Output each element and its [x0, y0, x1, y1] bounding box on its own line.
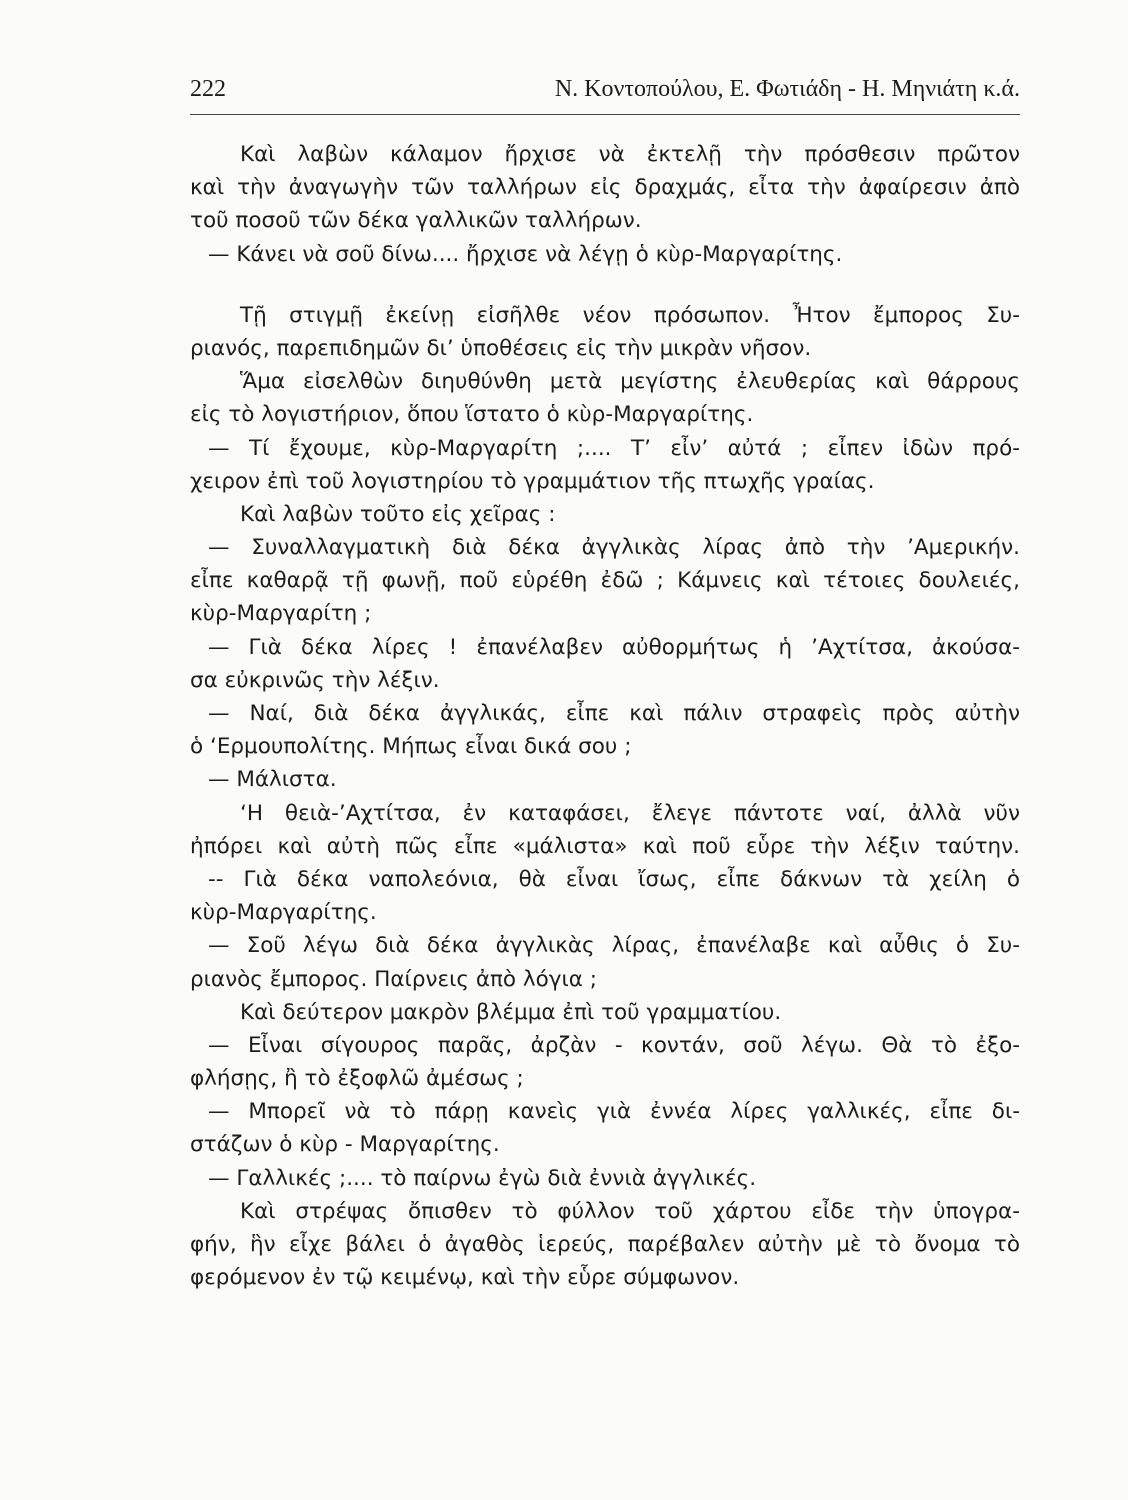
text-line: — Μπορεῖ νὰ τὸ πάρῃ κανεὶς γιὰ ἐννέα λίρες γαλλικές, εἶπε δι- [208, 1099, 1020, 1125]
text-line: στάζων ὁ κὺρ - Μαργαρίτης. [190, 1132, 500, 1158]
running-head: Ν. Κοντοπούλου, Ε. Φωτιάδη - Η. Μηνιάτη κ.ά. [554, 76, 1020, 102]
text-line: Καὶ στρέψας ὄπισθεν τὸ φύλλον τοῦ χάρτου εἶδε τὴν ὑπογρα- [240, 1198, 1020, 1224]
text-line: Καὶ λαβὼν κάλαμον ἤρχισε νὰ ἐκτελῇ τὴν πρόσθεσιν πρῶτον [240, 142, 1020, 167]
text-line: ὁ ‘Ερμουπολίτης. Μήπως εἶναι δικά σου ; [190, 734, 632, 760]
text-line: — Σοῦ λέγω διὰ δέκα ἀγγλικὰς λίρας, ἐπανέλαβε καὶ αὖθις ὁ Συ- [208, 933, 1020, 959]
text-line: ἠπόρει καὶ αὐτὴ πῶς εἶπε «μάλιστα» καὶ ποῦ εὗρε τὴν λέξιν ταύτην. [190, 833, 1020, 859]
text-line: καὶ τὴν ἀναγωγὴν τῶν ταλλήρων εἰς δραχμάς, εἶτα τὴν ἀφαίρεσιν ἀπὸ [190, 175, 1020, 201]
page-header [190, 74, 1020, 115]
text-line: — Γιὰ δέκα λίρες ! ἐπανέλαβεν αὐθορμήτως ἡ ’Αχτίτσα, ἀκούσα- [208, 634, 1020, 660]
text-line: Τῇ στιγμῇ ἐκείνῃ εἰσῆλθε νέον πρόσωπον. Ἦτον ἔμπορος Συ- [240, 302, 1020, 328]
text-line: ‘Η θειὰ-’Αχτίτσα, ἐν καταφάσει, ἔλεγε πάντοτε ναί, ἀλλὰ νῦν [240, 800, 1020, 826]
text-line: — Μάλιστα. [208, 767, 337, 793]
body-text [190, 138, 1020, 1294]
text-line: — Κάνει νὰ σοῦ δίνω.... ἤρχισε νὰ λέγῃ ὁ κὺρ-Μαργαρίτης. [208, 241, 843, 267]
text-line: σα εὐκρινῶς τὴν λέξιν. [190, 667, 440, 693]
text-line: — Εἶναι σίγουρος παρᾶς, ἀρζὰν - κοντάν, σοῦ λέγω. Θὰ τὸ ἐξο- [208, 1032, 1020, 1058]
text-line: χειρον ἐπὶ τοῦ λογιστηρίου τὸ γραμμάτιον τῆς πτωχῆς γραίας. [190, 468, 875, 494]
text-line: ριανός, παρεπιδημῶν δι’ ὑποθέσεις εἰς τὴν μικρὰν νῆσον. [190, 335, 812, 361]
text-line: κὺρ-Μαργαρίτης. [190, 900, 377, 926]
text-line: φερόμενον ἐν τῷ κειμένῳ, καὶ τὴν εὗρε σύμφωνον. [190, 1265, 740, 1291]
text-line: Ἅμα εἰσελθὼν διηυθύνθη μετὰ μεγίστης ἐλευθερίας καὶ θάρρους [240, 369, 1020, 395]
paragraph-gap [190, 271, 1020, 299]
text-line: εἶπε καθαρᾷ τῇ φωνῇ, ποῦ εὑρέθη ἐδῶ ; Κάμνεις καὶ τέτοιες δουλειές, [190, 568, 1020, 594]
text-line: εἰς τὸ λογιστήριον, ὅπου ἵστατο ὁ κὺρ-Μαργαρίτης. [190, 402, 754, 428]
text-line: φήν, ἣν εἶχε βάλει ὁ ἀγαθὸς ἱερεύς, παρέβαλεν αὐτὴν μὲ τὸ ὄνομα τὸ [190, 1232, 1020, 1257]
text-line: — Τί ἔχουμε, κὺρ-Μαργαρίτη ;.... Τ’ εἶν’ αὐτά ; εἶπεν ἰδὼν πρό- [208, 435, 1020, 461]
text-line: φλήσῃς, ἢ τὸ ἐξοφλῶ ἀμέσως ; [190, 1066, 524, 1092]
text-line: κὺρ-Μαργαρίτη ; [190, 601, 372, 627]
text-line: ριανὸς ἔμπορος. Παίρνεις ἀπὸ λόγια ; [190, 966, 598, 992]
text-line: τοῦ ποσοῦ τῶν δέκα γαλλικῶν ταλλήρων. [190, 208, 642, 234]
text-line: -- Γιὰ δέκα ναπολεόνια, θὰ εἶναι ἴσως, εἶπε δάκνων τὰ χείλη ὁ [208, 866, 1020, 892]
text-line: — Συναλλαγματικὴ διὰ δέκα ἀγγλικὰς λίρας ἀπὸ τὴν ’Αμερικήν. [208, 535, 1020, 561]
text-line: — Ναί, διὰ δέκα ἀγγλικάς, εἶπε καὶ πάλιν στραφεὶς πρὸς αὐτὴν [208, 701, 1020, 726]
text-line: Καὶ λαβὼν τοῦτο εἰς χεῖρας : [240, 501, 556, 527]
page-number: 222 [190, 76, 226, 102]
text-line: Καὶ δεύτερον μακρὸν βλέμμα ἐπὶ τοῦ γραμματίου. [240, 999, 782, 1025]
text-line: — Γαλλικές ;.... τὸ παίρνω ἐγὼ διὰ ἐννιὰ ἀγγλικές. [208, 1165, 757, 1191]
